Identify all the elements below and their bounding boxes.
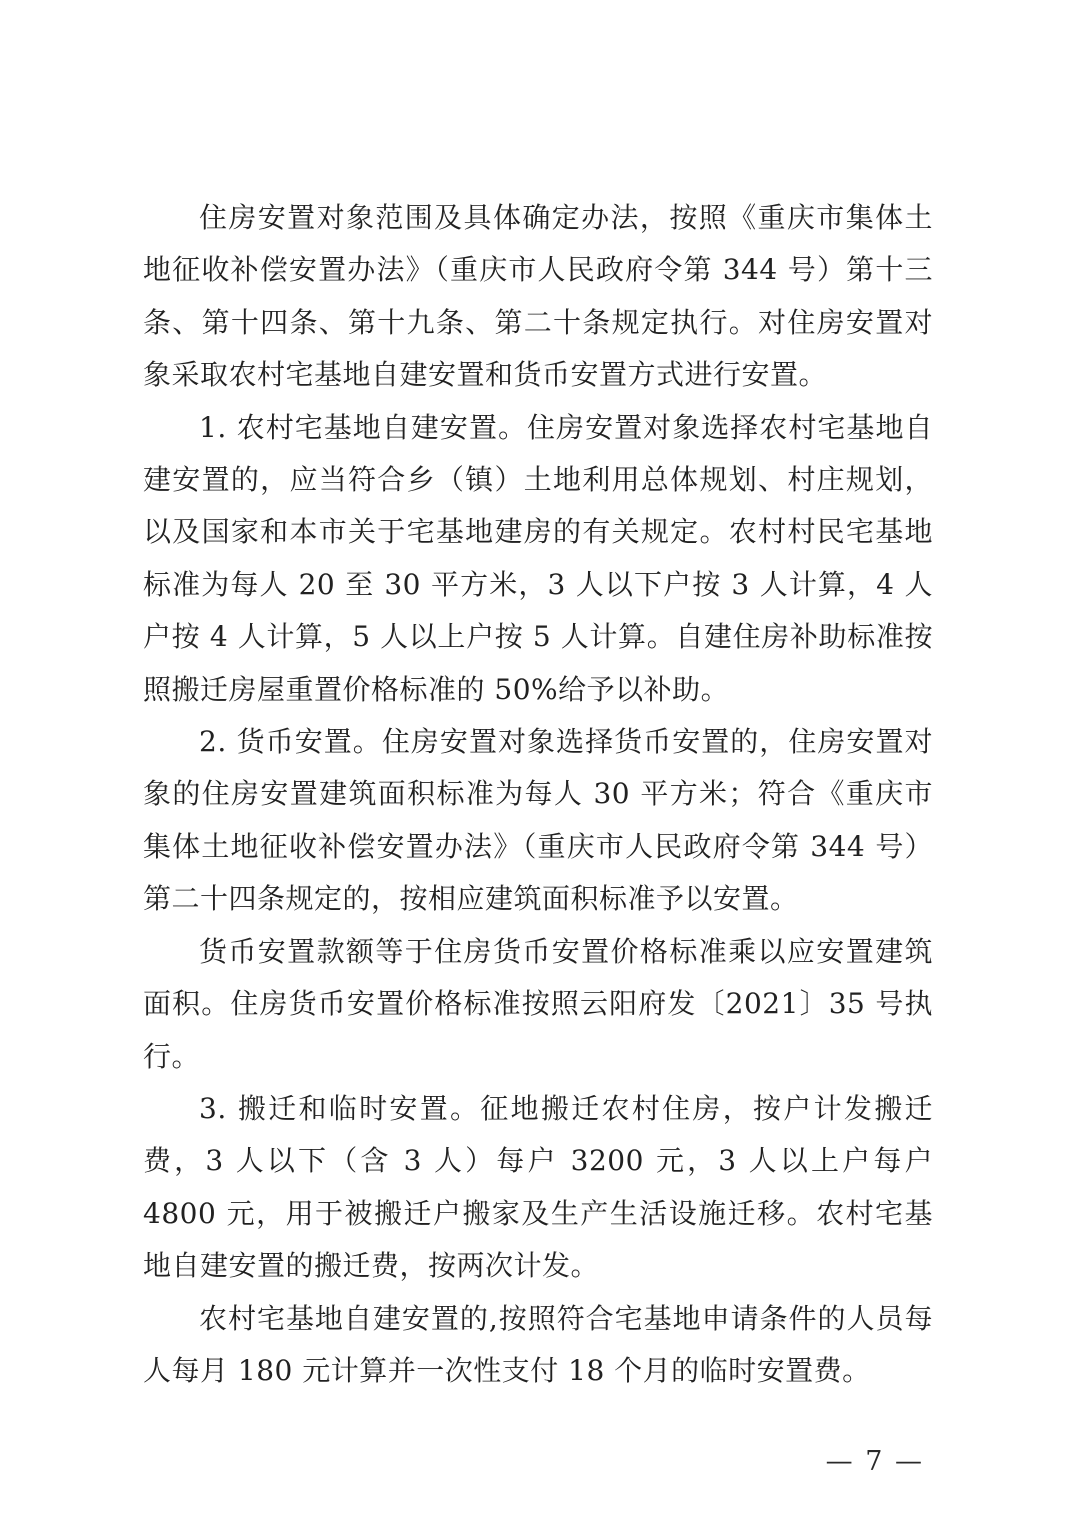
page-number: — 7 — (825, 1446, 924, 1477)
paragraph-temporary-fee: 农村宅基地自建安置的,按照符合宅基地申请条件的人员每人每月 180 元计算并一次性支付 18 个月的临时安置费。 (143, 1301, 933, 1387)
paragraph-1-homestead-self-build: 1. 农村宅基地自建安置。住房安置对象选择农村宅基地自建安置的，应当符合乡（镇）土地利用总体规划、村庄规划，以及国家和本市关于宅基地建房的有关规定。农村村民宅基地标准为每人 20 至 30 平方米，3 人以下户按 3 人计算，4 人户按 4 人计算，5 人以上户按 5 人计算。自建住房补助标准按照搬迁房屋重置价格标准的 50%给予以补助。 (143, 410, 933, 706)
paragraph-housing-scope: 住房安置对象范围及具体确定办法，按照《重庆市集体土地征收补偿安置办法》（重庆市人民政府令第 344 号）第十三条、第十四条、第十九条、第二十条规定执行。对住房安置对象采取农村宅基地自建安置和货币安置方式进行安置。 (143, 201, 933, 392)
paragraph-3-relocation-temporary: 3. 搬迁和临时安置。征地搬迁农村住房，按户计发搬迁费，3 人以下（含 3 人）每户 3200 元，3 人以上户每户 4800 元，用于被搬迁户搬家及生产生活设施迁移。农村宅基地自建安置的搬迁费，按两次计发。 (143, 1091, 933, 1283)
document-body (143, 192, 933, 1397)
paragraph-2-monetary-resettlement: 2. 货币安置。住房安置对象选择货币安置的，住房安置对象的住房安置建筑面积标准为每人 30 平方米；符合《重庆市集体土地征收补偿安置办法》（重庆市人民政府令第 344 号）第二十四条规定的，按相应建筑面积标准予以安置。 (143, 725, 933, 916)
paragraph-monetary-amount: 货币安置款额等于住房货币安置价格标准乘以应安置建筑面积。住房货币安置价格标准按照云阳府发〔2021〕35 号执行。 (143, 934, 933, 1073)
